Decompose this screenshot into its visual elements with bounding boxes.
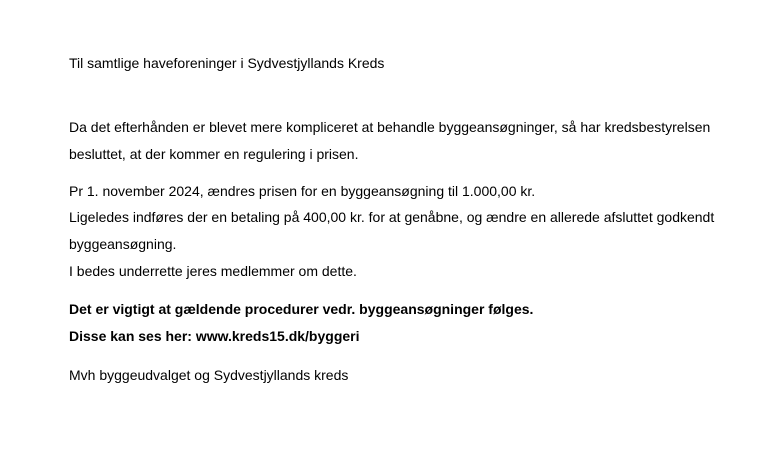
notice-line1: Det er vigtigt at gældende procedurer vedr. byggeansøgninger følges. — [69, 301, 534, 317]
paragraph2-line2: Ligeledes indføres der en betaling på 400,00 kr. for at genåbne, og ændre en allerede afsluttet godkendt — [69, 209, 715, 225]
paragraph2-line3: byggeansøgning. — [69, 236, 177, 252]
paragraph1-line1: Da det efterhånden er blevet mere kompliceret at behandle byggeansøgninger, så har kredsbestyrelsen — [69, 119, 711, 135]
paragraph2-line4: I bedes underrette jeres medlemmer om dette. — [69, 263, 357, 279]
notice-line2: Disse kan ses her: www.kreds15.dk/byggeri — [69, 328, 360, 344]
paragraph2-line1: Pr 1. november 2024, ændres prisen for en byggeansøgning til 1.000,00 kr. — [69, 183, 536, 199]
closing: Mvh byggeudvalget og Sydvestjyllands kreds — [69, 367, 349, 383]
salutation: Til samtlige haveforeninger i Sydvestjyllands Kreds — [69, 55, 385, 71]
paragraph1-line2: besluttet, at der kommer en regulering i prisen. — [69, 146, 359, 162]
